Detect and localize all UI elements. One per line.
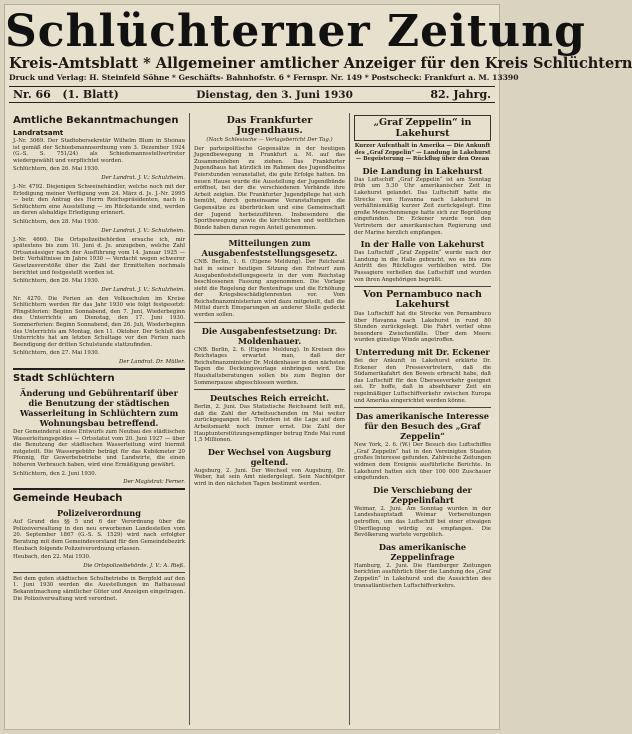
article-headline: Von Pernambuco nach Lakehurst: [363, 289, 482, 311]
divider: [354, 286, 491, 287]
masthead-imprint: Druck und Verlag: H. Steinfeld Söhne * Geschäfts- Bahnhofstr. 6 * Fernspr. Nr. 149 * Postscheck: Frankfurt a. M. 13390: [9, 73, 519, 82]
article-headline: Der Wechsel von Augsburg geltend.: [207, 446, 332, 467]
column-news: [189, 113, 349, 725]
issue-number: [13, 88, 119, 101]
notice-place: Schlüchtern, den 27. Mai 1930.: [13, 350, 100, 357]
city-signature: Der Magistrat: Ferner.: [123, 479, 185, 486]
divider: [354, 407, 491, 408]
sheet-label: (1. Blatt): [62, 88, 119, 101]
notice-place: Schlüchtern, den 26. Mai 1930.: [13, 278, 100, 285]
gemeinde-signature: Die Ortspolizeibehörde. J. V.: A. Rieß.: [83, 562, 185, 569]
article-headline: Mitteilungen zum Ausgabenfeststellungsgesetz.: [201, 238, 338, 259]
zeppelin-subheadline: Kurzer Aufenthalt in Amerika — Die Ankunft des „Graf Zeppelin“ — Landung in Lakehurst — Begeisterung — Rückflug über den Ozean: [354, 143, 491, 163]
notice-signature: Der Landrat. J. V.: Schulzheim.: [101, 286, 185, 293]
dateline: [9, 86, 495, 103]
divider: [13, 488, 185, 490]
article-text: Hamburg, 2. Juni. Die Hamburger Zeitungen berichten ausführlich über die Landung des „Graf Zeppelin“ in Lakehurst und die Aussichten des transatlantischen Luftschiffverkehrs.: [354, 562, 491, 589]
article-text: Berlin, 2. Juni. Das Statistische Reichsamt teilt mit, daß die Zahl der Arbeitsuchenden im Mai weiter zurückgegangen ist. Trotzdem ist die Lage auf dem Arbeitsmarkt noch immer ernst. Die Zahl der Hauptunterstützungsempfänger betrug Ende Mai rund 1,5 Millionen.: [194, 404, 345, 444]
notice-signature: Der Landrat. Dr. Müller.: [119, 359, 185, 366]
divider: [194, 234, 345, 235]
article-text: Das Luftschiff hat die Strecke von Pernambuco über Havanna nach Lakehurst in rund 80 Stunden zurückgelegt. Die Fahrt verlief ohne besondere Zwischenfälle. Über dem Meere wurden günstige Winde angetroffen.: [354, 311, 491, 344]
city-text: Der Gemeinderat eines Entwurfs zum Neubau des städtischen Wasserleitungsgeldes — Ortsstatut vom 20. Juni 1927 — über die Benutzung der städtischen Wasserleitung wird hiermit mitgeteilt. Die Wassergebühr beträgt für das Kubikmeter 20 Pfennig, für Gewerbebetriebe und Landwirte, die einen höheren Verbrauch haben, wird eine Ermäßigung gewährt.: [13, 429, 185, 468]
article-text: New York, 2. 6. (W.) Der Besuch des Luftschiffes „Graf Zeppelin“ hat in den Vereinigten Staaten großes Interesse gefunden. Zahlreiche Zeitungen widmen dem Ereignis ausführliche Berichte. In Lakehurst hatten sich über 100 000 Zuschauer eingefunden.: [354, 442, 491, 482]
gemeinde-headline: Polizeiverordnung: [57, 508, 141, 519]
notice-place: Schlüchtern, den 28. Mai 1930.: [13, 218, 100, 225]
article-text: Augsburg, 2. Juni. Der Wechsel von Augsburg, Dr. Weber, hat sein Amt niedergelegt. Sein Nachfolger wird in den nächsten Tagen bestimmt werden.: [194, 467, 345, 487]
article-text: Weimar, 2. Juni. Am Sonntag wurden in der Landeshauptstadt Weimar Vorbereitungen getroffen, um das Luftschiff bei einer etwaigen Überfliegung würdig zu empfangen. Die Bevölkerung wartete vergeblich.: [354, 505, 491, 539]
article-headline: Das amerikanische Interesse für den Besuch des „Graf Zeppelin“: [356, 411, 489, 442]
issue-date: Dienstag, den 3. Juni 1930: [196, 88, 353, 101]
gemeinde-title: Gemeinde Heubach: [13, 493, 123, 505]
newspaper-page: [4, 4, 632, 730]
columns: [9, 113, 495, 725]
divider: [13, 368, 185, 370]
article-text: CNB. Berlin, 2. 6. (Eigene Meldung). In Kreisen des Reichstages erwartet man, daß der Reichsfinanzminister Dr. Moldenhauer in den nächsten Tagen die Deckungsvorlage einbringen wird. Die Haushaltsberatungen sollen bis zum Beginn der Sommerpause abgeschlossen werden.: [194, 346, 345, 386]
gemeinde-place: Heubach, den 22. Mai 1930.: [13, 554, 91, 561]
article-text: Das Luftschiff „Graf Zeppelin“ wurde nach der Landung in die Halle gebracht, wo es bis zum Antritt des Rückfluges verbleiben wird. Die Passagiere verließen das Luftschiff und wurden von ihren Angehörigen begrüßt.: [354, 250, 491, 283]
city-headline: Änderung und Gebührentarif über die Benutzung der städtischen Wasserleitung in Schlüchtern zum Wohnungsbau betreffend.: [19, 388, 179, 429]
article-text: CNB. Berlin, 1. 6. (Eigene Meldung). Der Reichsrat hat in seiner heutigen Sitzung den Entwurf zum Ausgabenfeststellungsgesetz in der vom Reichstag beschlossenen Fassung angenommen. Die Vorlage sieht die Regelung der Rentenfrage und die Erhöhung der Kriegsbeschädigtenrenten vor. Vom Reichsfinanzministerium wird dazu mitgeteilt, daß die Mittel durch Einsparungen an anderer Stelle gedeckt werden sollen.: [194, 259, 345, 319]
article-text: Der parteipolitische Gegensätze in der heutigen Jugendbewegung in Frankfurt a. M. auf das Zusammenleben zu ziehen. Das Frankfurter Jugendhaus hat kürzlich im Rahmen des Jugendheims Feierstunden veranstaltet, die gute Erfolge hatten. Im neuen Hause wurde die Ausstellung der Jugendbünde eröffnet, bei der die verschiedenen Verbände ihre Arbeit zeigten. Die Frankfurter Jugendpflege hat sich bemüht, durch gemeinsame Veranstaltungen die Gegensätze zu überbrücken und eine Gemeinschaft der Jugend herbeizuführen. Insbesondere die Sportbewegung sowie die kirchlichen und weltlichen Bünde haben daran regen Anteil genommen.: [194, 145, 345, 231]
article-text: Bei der Ankunft in Lakehurst erklärte Dr. Eckener den Pressevertretern, daß die Südamerikafahrt den Beweis erbracht habe, daß das Luftschiff für den Überseeverkehr geeignet sei. Er hoffe, daß in absehbarer Zeit ein regelmäßiger Luftschiffverkehr zwischen Europa und Amerika eingerichtet werden könne.: [354, 358, 491, 404]
article-headline: Das Frankfurter Jugendhaus.: [226, 115, 313, 136]
bottom-notice: Bei dem guten städtischen Schulbetriebe in Bergfeld auf den 1. Juni 1930 werden die Ausstellungen im Rathausaal Bekanntmachung sämtlicher Güter und Anzeigen eingetragen. Die Polizeiverwaltung wird verordnet.: [13, 575, 185, 602]
column-zeppelin: [349, 113, 495, 725]
notice-place: Schlüchtern, den 26. Mai 1930.: [13, 166, 100, 173]
article-headline: Das amerikanische Zeppelinfrage: [378, 541, 467, 562]
notice-text: J.-Nr. 4792. Diejenigen Schweinehändler, welche noch mit der Erledigung meiner Verfügung vom 24. März d. Js. J.-Nr. 2995 — betr. den Antrag des Herrn Reichspräsidenten, nach in Schlüchtern eine Ausstellung — im Rückstande sind, werden an deren alsbaldige Erledigung erinnert.: [13, 183, 185, 217]
notice-signature: Der Landrat. J. V.: Schulzheim.: [101, 227, 185, 234]
notice-signature: Der Landrat. J. V.: Schulzheim.: [101, 174, 185, 181]
article-headline: Die Ausgabenfestsetzung: Dr. Moldenhauer.: [201, 325, 338, 346]
article-headline: In der Halle von Lakehurst: [360, 239, 485, 250]
article-headline: Die Landung in Lakehurst: [362, 165, 483, 176]
city-section-title: Stadt Schlüchtern: [13, 373, 115, 385]
section-title: Amtliche Bekanntmachungen: [13, 115, 179, 126]
article-headline: Unterredung mit Dr. Eckener: [355, 347, 490, 358]
article-headline: Die Verschiebung der Zeppelinfahrt: [373, 484, 472, 505]
article-headline: Deutsches Reich erreicht.: [210, 393, 329, 404]
volume-label: 82. Jahrg.: [430, 88, 491, 101]
section-subtitle: Landratsamt: [13, 129, 64, 137]
gemeinde-text: Auf Grund des §§ 5 und 6 der Verordnung über die Polizeiverwaltung in den neu erworbenen Landesteilen vom 20. September 1867 (G.-S. S. 1529) wird nach erfolgter Beratung mit dem Gemeindevorstand für den Gemeindebezirk Heubach folgende Polizeiverordnung erlassen.: [13, 519, 185, 552]
masthead-title: Schlüchterner Zeitung: [5, 6, 586, 57]
article-subline: (Nach Schlesische — Verlagsbericht Der Tag.): [206, 137, 333, 143]
notice-text: J.-Nr. 3069. Der Stadtobersekretär Wilhelm Blum in Steinau ist gemäß der Schiedsmannsordnung vom 3. Dezember 1924 (G.-S. S. 751/24) als Schiedsmannsstellvertreter wiedergewählt und verpflichtet worden.: [13, 138, 185, 164]
divider: [194, 322, 345, 323]
zeppelin-headline: „Graf Zeppelin“ in Lakehurst: [354, 115, 491, 141]
divider: [194, 389, 345, 390]
masthead-subtitle: Kreis-Amtsblatt * Allgemeiner amtlicher Anzeiger für den Kreis Schlüchtern: [9, 55, 632, 72]
city-place: Schlüchtern, den 2. Juni 1930.: [13, 470, 97, 477]
notice-text: J.-Nr. 4660. Die Ortspolizeibehörden ersuche ich, mir spätestens bis zum 10. Juni d. Js. anzugeben, welche Zahl Ortsansässiger nach der Ausführung vom 14. Januar 1925 — betr. Verhältnisse im Jahre 1930 — Verdacht wegen schwerer Gesetzesverstöße über die Zahl der Ermittelten nochmals berichtet und festgestellt worden ist.: [13, 236, 185, 276]
column-official-notices: [9, 113, 189, 725]
notice-text: Nr. 4270. Die Ferien an den Volksschulen im Kreise Schlüchtern werden für das Jahr 1930 wie folgt festgesetzt: Pfingstferien: Beginn Sonnabend, den 7. Juni, Wiederbeginn des Unterrichts am Dienstag, den 17. Juni 1930. Sommerferien: Beginn Sonnabend, den 26. Juli, Wiederbeginn des Unterrichts am Montag, den 11. Oktober. Der Schluß des Unterrichts hat am letzten Schultage vor den Ferien nach Beendigung der dritten Schulstunde stattzufinden.: [13, 295, 185, 348]
divider: [13, 572, 185, 573]
issue-label: Nr. 66: [13, 88, 51, 101]
article-text: Das Luftschiff „Graf Zeppelin“ ist am Sonntag früh um 5.30 Uhr amerikanischer Zeit in Lakehurst gelandet. Das Luftschiff hatte die Strecke von Havanna nach Lakehurst in verhältnismäßig kurzer Zeit zurückgelegt. Eine große Menschenmenge hatte sich zur Begrüßung eingefunden. Dr. Eckener wurde von den Vertretern der amerikanischen Regierung und der Marine herzlich empfangen.: [354, 176, 491, 236]
